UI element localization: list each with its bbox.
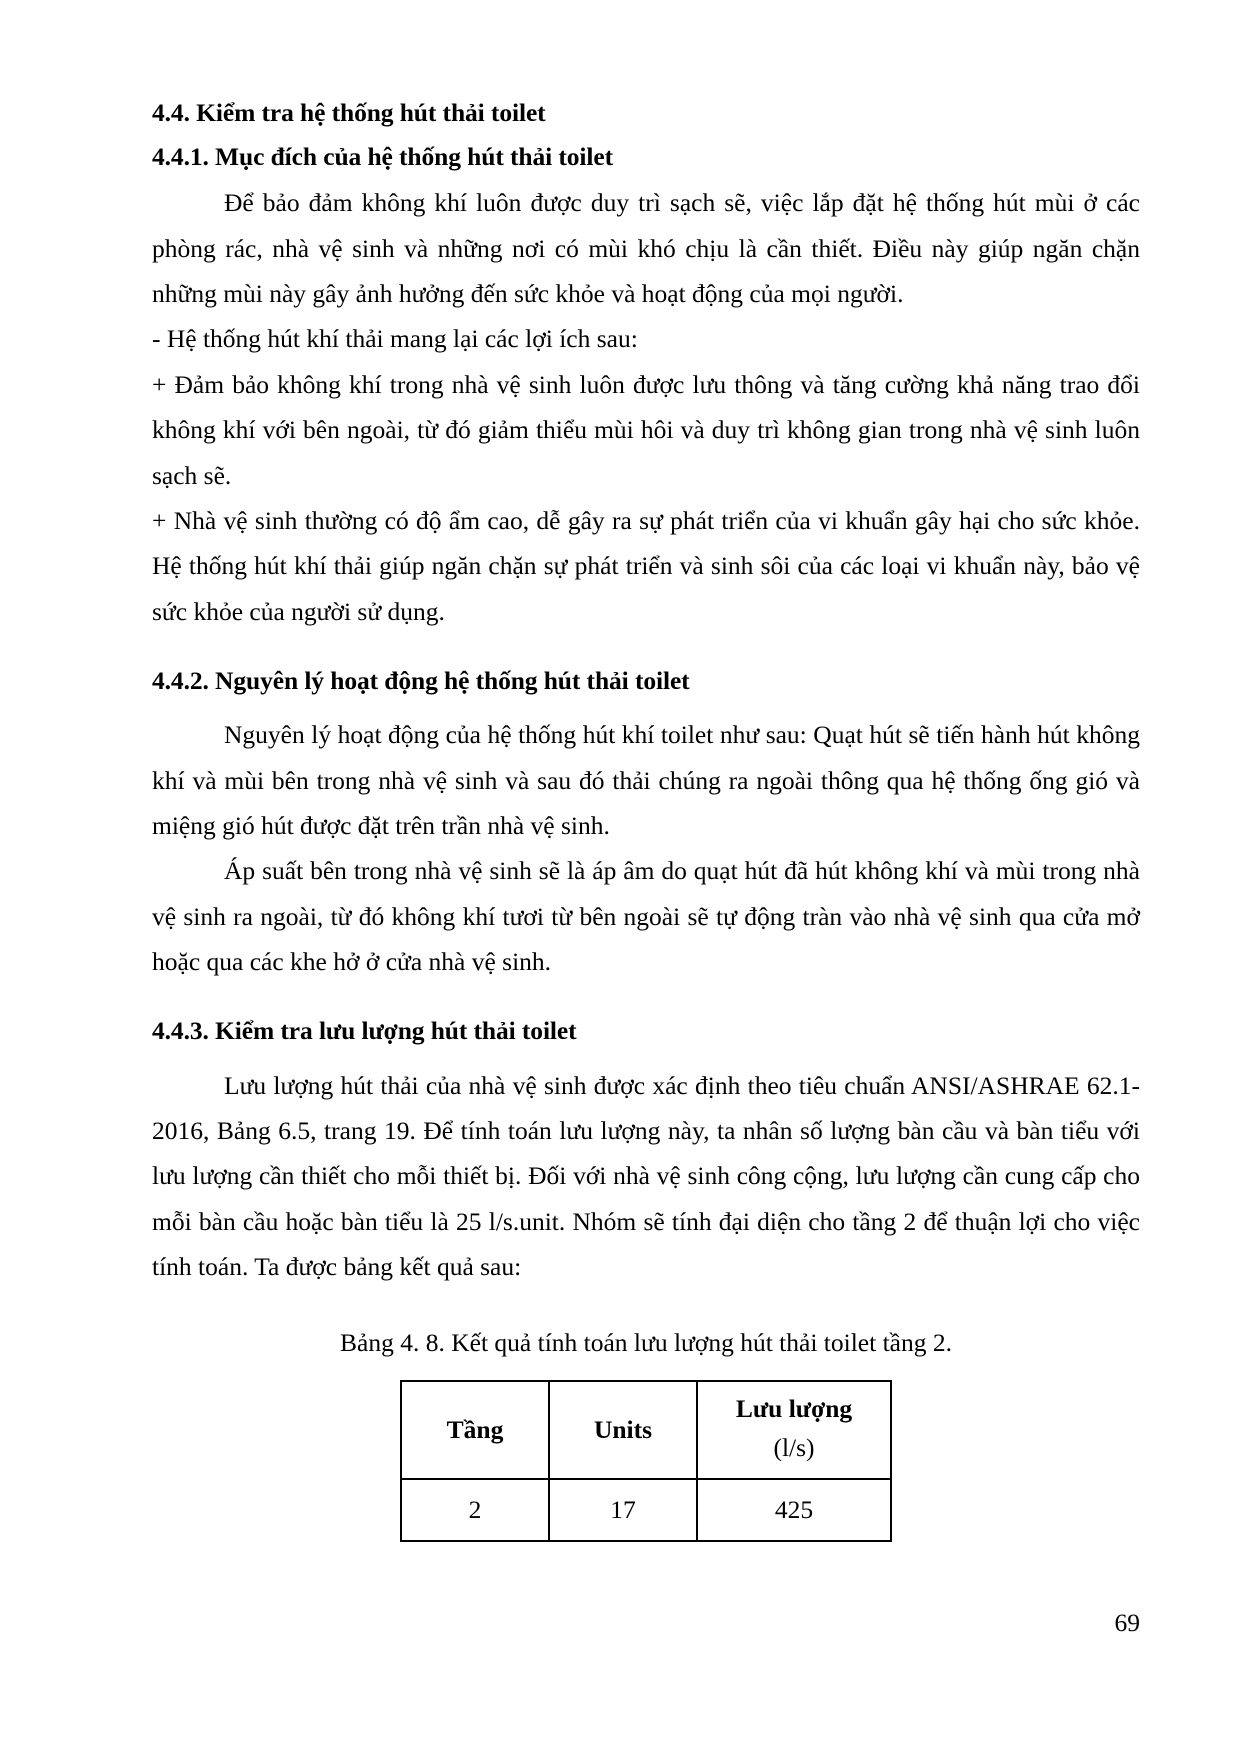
- paragraph-4-4-1-1: Để bảo đảm không khí luôn được duy trì sạch sẽ, việc lắp đặt hệ thống hút mùi ở các phòng rác, nhà vệ sinh và những nơi có mùi khó chịu là cần thiết. Điều này giúp ngăn chặn những mùi này gây ảnh hưởng đến sức khỏe và hoạt động của mọi người.: [152, 188, 1140, 309]
- section-heading-4-4-3: 4.4.3. Kiểm tra lưu lượng hút thải toilet: [152, 1016, 577, 1046]
- table-header-floor: Tầng: [401, 1381, 549, 1479]
- paragraph-4-4-2-1: Nguyên lý hoạt động của hệ thống hút khí toilet như sau: Quạt hút sẽ tiến hành hút không khí và mùi bên trong nhà vệ sinh và sau đó thải chúng ra ngoài thông qua hệ thống ống gió và miệng gió hút được đặt trên trần nhà vệ sinh.: [152, 720, 1140, 840]
- table-body: [401, 1479, 891, 1541]
- paragraph-4-4-3-1: Lưu lượng hút thải của nhà vệ sinh được xác định theo tiêu chuẩn ANSI/ASHRAE 62.1-2016, Bảng 6.5, trang 19. Để tính toán lưu lượng này, ta nhân số lượng bàn cầu và bàn tiểu với lưu lượng cần thiết cho mỗi thiết bị. Đối với nhà vệ sinh công cộng, lưu lượng cần cung cấp cho mỗi bàn cầu hoặc bàn tiểu là 25 l/s.unit. Nhóm sẽ tính đại diện cho tầng 2 để thuận lợi cho việc tính toán. Ta được bảng kết quả sau:: [152, 1070, 1140, 1282]
- paragraph-4-4-1-3: + Đảm bảo không khí trong nhà vệ sinh luôn được lưu thông và tăng cường khả năng trao đổi không khí với bên ngoài, từ đó giảm thiểu mùi hôi và duy trì không gian trong nhà vệ sinh luôn sạch sẽ.: [152, 369, 1140, 490]
- section-heading-4-4-2: 4.4.2. Nguyên lý hoạt động hệ thống hút thải toilet: [152, 666, 690, 696]
- table-cell-units: 17: [549, 1479, 697, 1541]
- table-row: [401, 1479, 891, 1541]
- page-content: [152, 96, 1140, 1542]
- paragraph-4-4-1-2: - Hệ thống hút khí thải mang lại các lợi ích sau:: [152, 324, 638, 354]
- paragraph-4-4-1-4: + Nhà vệ sinh thường có độ ẩm cao, dễ gây ra sự phát triển của vi khuẩn gây hại cho sức khỏe. Hệ thống hút khí thải giúp ngăn chặn sự phát triển và sinh sôi của các loại vi khuẩn này, bảo vệ sức khỏe của người sử dụng.: [152, 505, 1140, 626]
- table-cell-flow: 425: [697, 1479, 891, 1541]
- table-header-flow-unit: (l/s): [773, 1432, 815, 1462]
- table-header-row: [401, 1381, 891, 1479]
- table-head: [401, 1381, 891, 1479]
- table-header-flow-main: Lưu lượng: [735, 1394, 853, 1424]
- section-heading-4-4-1: 4.4.1. Mục đích của hệ thống hút thải toilet: [152, 142, 614, 172]
- page-number: 69: [1114, 1608, 1140, 1637]
- paragraph-4-4-2-2: Áp suất bên trong nhà vệ sinh sẽ là áp âm do quạt hút đã hút không khí và mùi trong nhà vệ sinh ra ngoài, từ đó không khí tươi từ bên ngoài sẽ tự động tràn vào nhà vệ sinh qua cửa mở hoặc qua các khe hở ở cửa nhà vệ sinh.: [152, 856, 1140, 977]
- table-header-flow: [697, 1381, 891, 1479]
- table-cell-floor: 2: [401, 1479, 549, 1541]
- section-heading-4-4: 4.4. Kiểm tra hệ thống hút thải toilet: [152, 98, 546, 127]
- table-header-units: Units: [549, 1381, 697, 1479]
- result-table: [400, 1380, 892, 1542]
- table-caption: Bảng 4. 8. Kết quả tính toán lưu lượng hút thải toilet tầng 2.: [340, 1327, 952, 1357]
